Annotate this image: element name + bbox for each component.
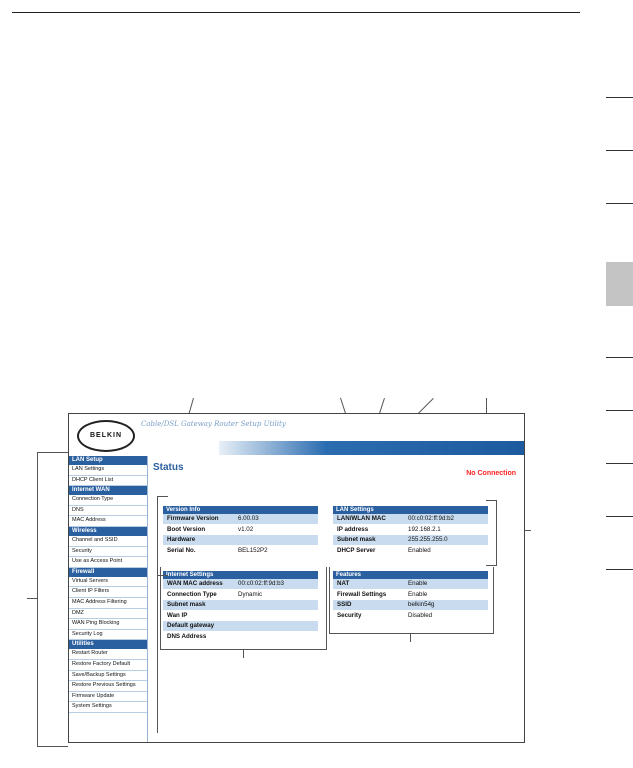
callout-tick-sidebar [27,598,37,599]
table-row: Default gateway [163,621,318,632]
sidebar-heading-firewall: Firewall [69,568,147,577]
sidebar-item-save-backup[interactable]: Save/Backup Settings [69,671,147,682]
sidebar-item-dns[interactable]: DNS [69,506,147,517]
belkin-logo: BELKIN [77,420,135,452]
table-row: SSID belkin54g [333,600,488,611]
table-row: Connection Type Dynamic [163,590,318,601]
login-link[interactable]: Login [384,470,404,477]
sidebar-item-virtual-servers[interactable]: Virtual Servers [69,577,147,588]
active-chapter-tab [606,262,633,306]
table-row: Subnet mask 255.255.255.0 [333,535,488,546]
sidebar-item-restore-factory[interactable]: Restore Factory Default [69,660,147,671]
table-row: Boot Version v1.02 [163,525,318,536]
page-title: Status [153,462,184,473]
home-link[interactable]: Home [338,470,358,477]
table-row: IP address 192.168.2.1 [333,525,488,536]
sidebar-item-lan-settings[interactable]: LAN Settings [69,465,147,476]
table-row: Subnet mask [163,600,318,611]
top-nav-bar [219,441,524,477]
table-row: DNS Address [163,632,318,643]
app-title: Cable/DSL Gateway Router Setup Utility [141,420,286,428]
callout-bracket-version [157,496,168,576]
internet-status-value: No Connection [466,470,516,477]
table-row: DHCP Server Enabled [333,546,488,557]
sidebar-item-system-settings[interactable]: System Settings [69,702,147,713]
sidebar-item-dmz[interactable]: DMZ [69,609,147,620]
sidebar-item-wan-ping-blocking[interactable]: WAN Ping Blocking [69,619,147,630]
sidebar-item-firmware-update[interactable]: Firmware Update [69,692,147,703]
table-row: Security Disabled [333,611,488,622]
sidebar-item-connection-type[interactable]: Connection Type [69,495,147,506]
version-info-panel [163,506,318,556]
sidebar-item-mac-address[interactable]: MAC Address [69,516,147,527]
sidebar-item-client-ip-filters[interactable]: Client IP Filters [69,587,147,598]
callout-bracket-features [329,567,494,634]
internet-status-label: Internet Status: [410,470,463,477]
table-row: NAT Enable [333,579,488,590]
sidebar-item-mac-filtering[interactable]: MAC Address Filtering [69,598,147,609]
sidebar-item-security[interactable]: Security [69,547,147,558]
help-link[interactable]: Help [363,470,379,477]
table-row: Firewall Settings Enable [333,590,488,601]
sidebar-item-channel-ssid[interactable]: Channel and SSID [69,536,147,547]
table-row: Hardware [163,535,318,546]
sidebar-item-restart-router[interactable]: Restart Router [69,649,147,660]
panel-heading: Features [333,571,488,579]
sidebar-item-security-log[interactable]: Security Log [69,630,147,641]
callout-bracket-sidebar [37,452,68,747]
panel-heading: LAN Settings [333,506,488,514]
callout-line-content [157,573,158,733]
table-row: Firmware Version 6.00.03 [163,514,318,525]
callout-tick-features [410,633,411,642]
callout-bracket-lan [486,500,497,566]
table-row: WAN MAC address 00:c0:02:ff:9d:b3 [163,579,318,590]
table-row: Wan IP [163,611,318,622]
link-separator: | [359,470,362,477]
sidebar-heading-lan-setup: LAN Setup [69,456,147,465]
sidebar-heading-internet-wan: Internet WAN [69,486,147,495]
callout-bracket-internet [160,567,327,650]
link-separator: | [380,470,383,477]
lan-settings-panel [333,506,488,556]
sidebar-item-dhcp-client-list[interactable]: DHCP Client List [69,476,147,487]
table-row: Serial No. BEL152P2 [163,546,318,557]
sidebar-item-restore-previous[interactable]: Restore Previous Settings [69,681,147,692]
sidebar-heading-utilities: Utilities [69,640,147,649]
sidebar-heading-wireless: Wireless [69,527,147,536]
page-top-rule [12,12,580,13]
sidebar-item-access-point[interactable]: Use as Access Point [69,557,147,568]
panel-heading: Internet Settings [163,571,318,579]
sidebar-menu [69,456,148,742]
callout-tick-internet [243,649,244,658]
panel-heading: Version Info [163,506,318,514]
table-row: LAN/WLAN MAC 00:c0:02:ff:9d:b2 [333,514,488,525]
